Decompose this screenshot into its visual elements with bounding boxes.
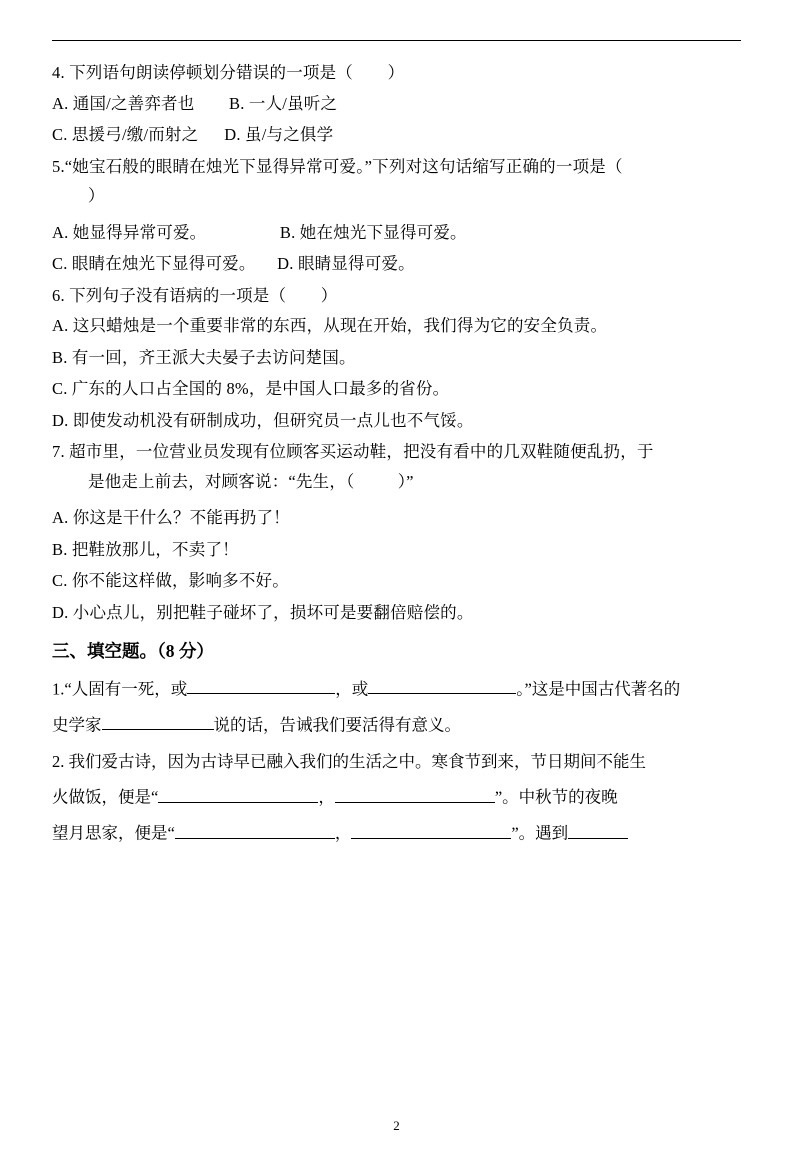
question-7 — [52, 444, 741, 621]
fill-1-text-d: 史学家 — [52, 715, 102, 734]
question-5-stem-line-2-text: ） — [88, 186, 105, 205]
fill-2-text-f: ”。遇到 — [511, 823, 569, 843]
fill-1-blank-1[interactable] — [187, 677, 335, 695]
question-6-stem: 6. 下列句子没有语病的一项是（ ） — [52, 285, 338, 305]
question-4 — [52, 65, 741, 144]
fill-item-2-line-3 — [52, 821, 741, 842]
question-7-stem-line-1: 7. 超市里，一位营业员发现有位顾客买运动鞋，把没有看中的几双鞋随便乱扔，于 — [52, 442, 654, 461]
question-5 — [52, 156, 741, 273]
question-7-option-b: B. 把鞋放那儿，不卖了！ — [52, 539, 239, 559]
fill-item-2-line-1: 2. 我们爱古诗，因为古诗早已融入我们的生活之中。寒食节到来，节日期间不能生 — [52, 751, 646, 771]
fill-1-text-e: 说的话，告诫我们要活得有意义。 — [213, 715, 461, 734]
question-4-stem: 4. 下列语句朗读停顿划分错误的一项是（ ） — [52, 63, 405, 82]
fill-item-1-line-1 — [52, 677, 741, 698]
question-5-stem-line-1: 5.“她宝石般的眼睛在烛光下显得异常可爱。”下列对这句话缩写正确的一项是（ — [52, 156, 623, 176]
fill-1-text-a: 1.“人固有一死，或 — [52, 679, 188, 698]
fill-2-text-c: ”。中秋节的夜晚 — [494, 787, 618, 807]
fill-2-blank-1[interactable] — [158, 785, 318, 803]
fill-2-blank-4[interactable] — [351, 821, 511, 839]
section-3-title: 三、填空题。（8 分） — [52, 641, 214, 661]
document-content — [52, 65, 741, 842]
fill-1-text-b: ，或 — [335, 679, 369, 698]
fill-2-text-b: ， — [318, 787, 335, 807]
fill-1-blank-3[interactable] — [102, 713, 214, 731]
fill-2-text-d: 望月思家，便是“ — [52, 823, 175, 843]
fill-item-1 — [52, 677, 741, 734]
question-4-options-row-2: C. 思援弓/缴/而射之 D. 虽/与之俱学 — [52, 125, 334, 144]
fill-2-blank-2[interactable] — [335, 785, 495, 803]
header-divider — [52, 40, 741, 41]
fill-2-text-a: 火做饭，便是“ — [52, 787, 159, 807]
question-7-option-c: C. 你不能这样做，影响多不好。 — [52, 571, 289, 590]
fill-1-blank-2[interactable] — [368, 677, 516, 695]
document-page — [0, 40, 793, 1162]
question-6 — [52, 285, 741, 430]
question-7-option-a: A. 你这是干什么？不能再扔了！ — [52, 508, 290, 527]
question-5-options-row-1: A. 她显得异常可爱。 B. 她在烛光下显得可爱。 — [52, 222, 467, 242]
page-number: 2 — [393, 1118, 400, 1133]
fill-2-text-e: ， — [334, 823, 352, 843]
question-5-stem-line-2 — [52, 188, 741, 205]
fill-2-blank-5[interactable] — [568, 821, 628, 839]
fill-2-blank-3[interactable] — [175, 821, 335, 839]
question-6-option-d: D. 即使发动机没有研制成功，但研究员一点儿也不气馁。 — [52, 410, 474, 430]
question-5-options-row-2: C. 眼睛在烛光下显得可爱。 D. 眼睛显得可爱。 — [52, 254, 415, 273]
question-7-stem-line-2-text: 是他走上前去，对顾客说：“先生，（ ）” — [88, 471, 414, 491]
question-7-stem-line-2 — [52, 471, 741, 491]
question-6-option-b: B. 有一回，齐王派大夫晏子去访问楚国。 — [52, 347, 356, 367]
question-7-option-d: D. 小心点儿，别把鞋子碰坏了，损坏可是要翻倍赔偿的。 — [52, 602, 474, 622]
fill-1-text-c: 。”这是中国古代著名的 — [516, 679, 681, 698]
question-6-option-c: C. 广东的人口占全国的 8%，是中国人口最多的省份。 — [52, 379, 450, 398]
fill-item-1-line-2 — [52, 713, 741, 734]
question-6-option-a: A. 这只蜡烛是一个重要非常的东西，从现在开始，我们得为它的安全负责。 — [52, 316, 608, 335]
fill-item-2 — [52, 751, 741, 843]
fill-item-2-line-2 — [52, 785, 741, 806]
question-4-options-row-1: A. 通国/之善弈者也 B. 一人/虽听之 — [52, 93, 338, 113]
